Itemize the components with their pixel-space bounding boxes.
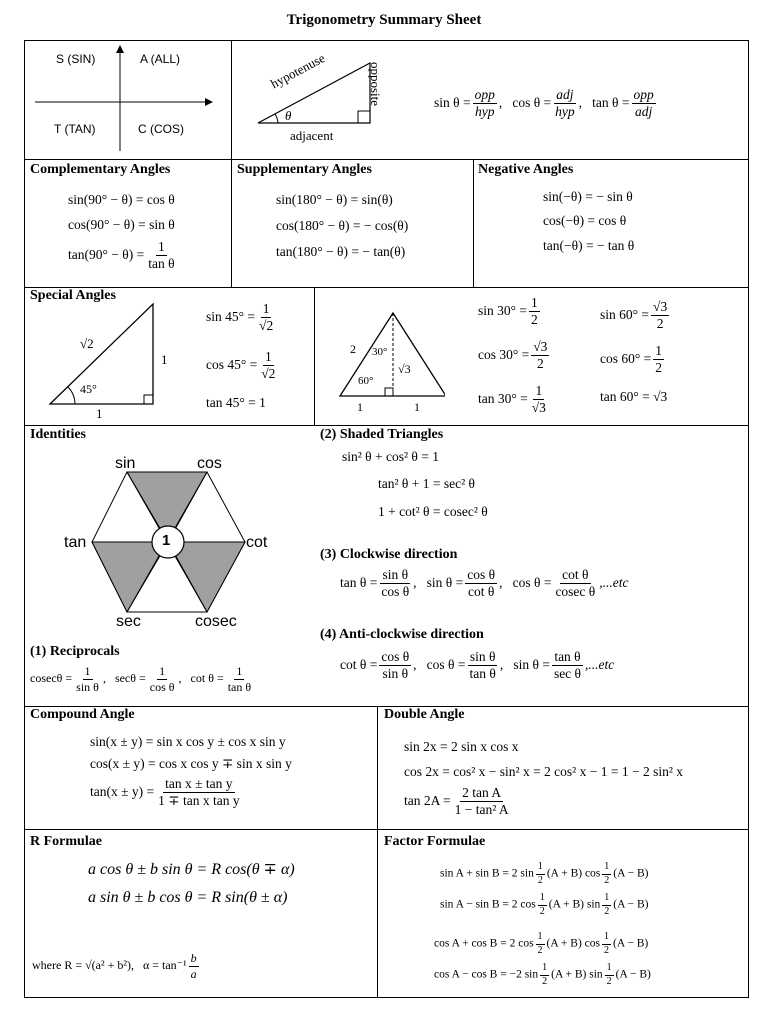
negative-cos: cos(−θ) = cos θ (543, 213, 627, 228)
negative-sin: sin(−θ) = − sin θ (543, 189, 633, 204)
quadrant-a-label: A (ALL) (140, 52, 181, 66)
anticlockwise-equations: cot θ = $\frac{\text{cos θ}}{\text{sin θ}}$ , cos θ = $\frac{\text{sin θ}}{\text{tan θ}}$ , sin θ = $\frac{\text{tan θ}}{\text{sec θ}}$ ,...etc (340, 649, 615, 682)
t45-hyp-label: √2 (80, 336, 94, 351)
factor-formula-3: cos A + cos B = 2 cos $\frac{1}{2}$ (A + B) cos $\frac{1}{2}$ (A − B) (434, 931, 649, 956)
opposite-label: opposite (368, 62, 383, 107)
adjacent-label: adjacent (290, 128, 334, 143)
quadrant-c-label: C (COS) (138, 122, 184, 136)
r-formula-2: a sin θ ± b cos θ = R sin(θ ± α) (88, 889, 288, 906)
tan60: tan 60° = √3 (600, 389, 668, 404)
hex-cosec-label: cosec (195, 613, 237, 630)
t30-height-label: √3 (398, 362, 411, 376)
hex-tan-label: tan (64, 534, 87, 551)
compound-angle-header: Compound Angle (30, 707, 135, 722)
compound-cos: cos(x ± y) = cos x cos y ∓ sin x sin y (90, 756, 292, 771)
sin60: sin 60° = $\frac{√3}{2}$ (600, 299, 668, 332)
cos60: cos 60° = $\frac{1}{2}$ (600, 343, 663, 376)
t45-base-label: 1 (96, 406, 103, 421)
col-divider (473, 159, 474, 287)
supplementary-sin: sin(180° − θ) = sin(θ) (276, 192, 393, 207)
cos45: cos 45° = $\frac{1}{√2}$ (206, 349, 276, 382)
tan45: tan 45° = 1 (206, 395, 266, 410)
col-divider (377, 706, 378, 998)
identities-header: Identities (30, 427, 86, 442)
factor-formula-2: sin A − sin B = 2 cos $\frac{1}{2}$ (A + B) sin $\frac{1}{2}$ (A − B) (440, 892, 649, 917)
col-divider (231, 41, 232, 287)
r-formulae-header: R Formulae (30, 834, 102, 849)
hex-sec-label: sec (116, 613, 141, 630)
reciprocals-equations: cosecθ = $\frac{1}{\text{sin θ}}$ , secθ = $\frac{1}{\text{cos θ}}$ , cot θ = $\frac{1}{\text{tan θ}}$ (30, 664, 252, 694)
factor-formulae-header: Factor Formulae (384, 834, 486, 849)
negative-tan: tan(−θ) = − tan θ (543, 238, 635, 253)
double-tan: tan 2A = $\frac{\text{2 tan A}}{\text{1 − tan² A}}$ (404, 785, 509, 818)
hypotenuse-label: hypotenuse (268, 50, 328, 92)
hex-cot-label: cot (246, 534, 268, 551)
row-divider (25, 159, 748, 160)
clockwise-equations: tan θ = $\frac{\text{sin θ}}{\text{cos θ}}$ , sin θ = $\frac{\text{cos θ}}{\text{cot θ}}$ , cos θ = $\frac{\text{cot θ}}{\text{cosec θ}}$ ,...etc (340, 567, 629, 600)
col-divider (314, 287, 315, 425)
basic-ratios: sin θ = $\frac{\text{opp}}{\text{hyp}}$ , cos θ = $\frac{\text{adj}}{\text{hyp}}$ , tan θ = $\frac{\text{opp}}{\text{adj}}$ (434, 87, 654, 120)
double-cos: cos 2x = cos² x − sin² x = 2 cos² x − 1 = 1 − 2 sin² x (404, 764, 683, 779)
theta-label: θ (285, 108, 292, 123)
t30-base2-label: 1 (414, 400, 420, 414)
complementary-header: Complementary Angles (30, 162, 171, 177)
anticlockwise-header: (4) Anti-clockwise direction (320, 627, 484, 642)
shaded-triangles-header: (2) Shaded Triangles (320, 427, 444, 442)
hex-center-label: 1 (162, 532, 171, 549)
hex-sin-label: sin (115, 455, 136, 472)
t30-side-label: 2 (350, 342, 356, 356)
sin30: sin 30° = $\frac{1}{2}$ (478, 295, 538, 328)
special-angles-header: Special Angles (30, 288, 116, 303)
shaded-identity-2: tan² θ + 1 = sec² θ (378, 476, 475, 491)
r-where: where R = √(a² + b²), α = tan⁻¹ $\frac{b}{a}$ (32, 951, 197, 981)
shaded-identity-1: sin² θ + cos² θ = 1 (342, 449, 440, 464)
reciprocals-header: (1) Reciprocals (30, 644, 120, 659)
sin45: sin 45° = $\frac{1}{√2}$ (206, 301, 274, 334)
hex-cos-label: cos (197, 455, 222, 472)
quadrant-s-label: S (SIN) (56, 52, 96, 66)
t45-side-label: 1 (161, 352, 168, 367)
factor-formula-1: sin A + sin B = 2 sin $\frac{1}{2}$ (A + B) cos $\frac{1}{2}$ (A − B) (440, 861, 649, 886)
complementary-sin: sin(90° − θ) = cos θ (68, 192, 175, 207)
double-sin: sin 2x = 2 sin x cos x (404, 739, 519, 754)
clockwise-header: (3) Clockwise direction (320, 547, 458, 562)
t30-angle30-label: 30° (372, 346, 388, 358)
factor-formula-4: cos A − cos B = −2 sin $\frac{1}{2}$ (A + B) sin $\frac{1}{2}$ (A − B) (434, 962, 651, 987)
quadrant-t-label: T (TAN) (54, 122, 96, 136)
double-angle-header: Double Angle (384, 707, 465, 722)
row-divider (25, 425, 748, 426)
cos30: cos 30° = $\frac{√3}{2}$ (478, 339, 548, 372)
r-formula-1: a cos θ ± b sin θ = R cos(θ ∓ α) (88, 861, 295, 878)
complementary-cos: cos(90° − θ) = sin θ (68, 217, 175, 232)
supplementary-header: Supplementary Angles (237, 162, 372, 177)
page-title: Trigonometry Summary Sheet (286, 12, 482, 28)
supplementary-cos: cos(180° − θ) = − cos(θ) (276, 218, 409, 233)
compound-sin: sin(x ± y) = sin x cos y ± cos x sin y (90, 734, 286, 749)
complementary-tan: tan(90° − θ) = $\frac{1}{\text{tan θ}}$ (68, 239, 175, 272)
t30-base1-label: 1 (357, 400, 363, 414)
shaded-identity-3: 1 + cot² θ = cosec² θ (378, 504, 488, 519)
row-divider (25, 829, 748, 830)
supplementary-tan: tan(180° − θ) = − tan(θ) (276, 244, 406, 259)
t45-angle-label: 45° (80, 382, 97, 396)
row-divider (25, 287, 748, 288)
triangle-45-diagram (45, 298, 165, 410)
compound-tan: tan(x ± y) = $\frac{\text{tan x ± tan y}}{\text{1 ∓ tan x tan y}}$ (90, 776, 240, 809)
t30-angle60-label: 60° (358, 375, 374, 387)
negative-header: Negative Angles (478, 162, 574, 177)
tan30: tan 30° = $\frac{1}{√3}$ (478, 383, 546, 416)
